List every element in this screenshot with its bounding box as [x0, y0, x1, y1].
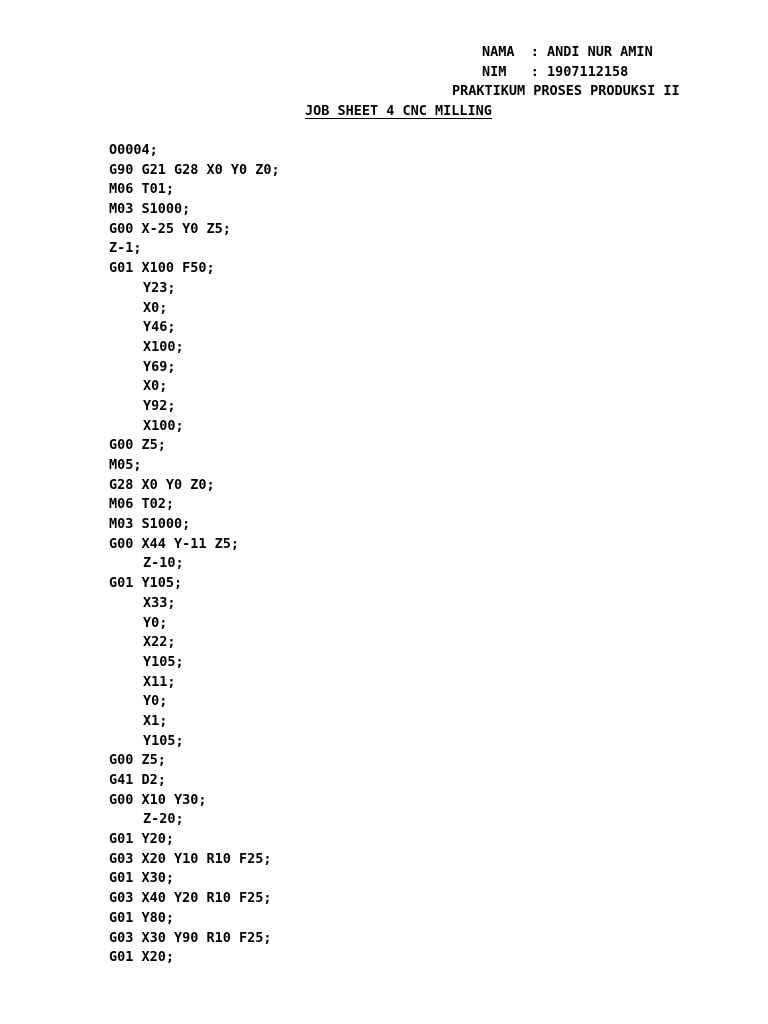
program-line: G03 X30 Y90 R10 F25;: [109, 929, 272, 946]
program-line: G00 Z5;: [109, 752, 166, 769]
program-line: G01 Y20;: [109, 831, 175, 848]
program-line: X33;: [143, 594, 176, 611]
program-line: G01 Y105;: [109, 575, 183, 592]
program-line: Z-10;: [143, 555, 184, 572]
program-line: Y105;: [143, 732, 184, 749]
program-line: Z-1;: [109, 240, 142, 257]
program-line: X11;: [143, 673, 176, 690]
program-line: M06 T02;: [109, 496, 175, 513]
program-line: Y23;: [143, 279, 176, 296]
program-line: Y92;: [143, 397, 176, 414]
name-label: NAMA: [482, 44, 515, 60]
program-line: G00 Z5;: [109, 437, 166, 454]
program-line: X0;: [143, 299, 168, 316]
program-line: M06 T01;: [109, 181, 175, 198]
program-line: O0004;: [109, 142, 158, 158]
program-line: G28 X0 Y0 Z0;: [109, 476, 215, 493]
program-line: M03 S1000;: [109, 516, 191, 533]
program-line: X22;: [143, 634, 176, 651]
program-line: Y46;: [143, 319, 176, 336]
program-line: G03 X40 Y20 R10 F25;: [109, 890, 272, 907]
program-line: G01 X100 F50;: [109, 260, 215, 277]
program-line: G00 X10 Y30;: [109, 791, 207, 808]
student-id-line: NIM : 1907112158: [482, 64, 629, 80]
program-line: G00 X-25 Y0 Z5;: [109, 220, 231, 237]
name-value: ANDI NUR AMIN: [547, 44, 653, 60]
program-line: G03 X20 Y10 R10 F25;: [109, 850, 272, 867]
nc-program-listing: [109, 141, 280, 968]
nim-value: 1907112158: [547, 64, 629, 80]
program-line: G01 Y80;: [109, 909, 175, 926]
program-line: Y0;: [143, 614, 168, 631]
program-line: X100;: [143, 338, 184, 355]
student-name-line: NAMA : ANDI NUR AMIN: [482, 44, 653, 60]
program-line: Y69;: [143, 358, 176, 375]
program-line: G01 X30;: [109, 870, 175, 887]
program-line: G41 D2;: [109, 772, 166, 788]
program-line: M03 S1000;: [109, 201, 191, 218]
program-line: Y0;: [143, 693, 168, 710]
program-line: X1;: [143, 712, 168, 729]
course-title: PRAKTIKUM PROSES PRODUKSI II: [452, 83, 680, 99]
program-line: X0;: [143, 378, 168, 395]
program-line: Y105;: [143, 653, 184, 670]
program-line: X100;: [143, 417, 184, 434]
nim-label: NIM: [482, 64, 507, 80]
program-line: G00 X44 Y-11 Z5;: [109, 535, 240, 552]
document-title: JOB SHEET 4 CNC MILLING: [305, 103, 492, 119]
program-line: G01 X20;: [109, 949, 175, 966]
program-line: M05;: [109, 457, 142, 473]
program-line: Z-20;: [143, 811, 184, 828]
program-line: G90 G21 G28 X0 Y0 Z0;: [109, 161, 280, 178]
